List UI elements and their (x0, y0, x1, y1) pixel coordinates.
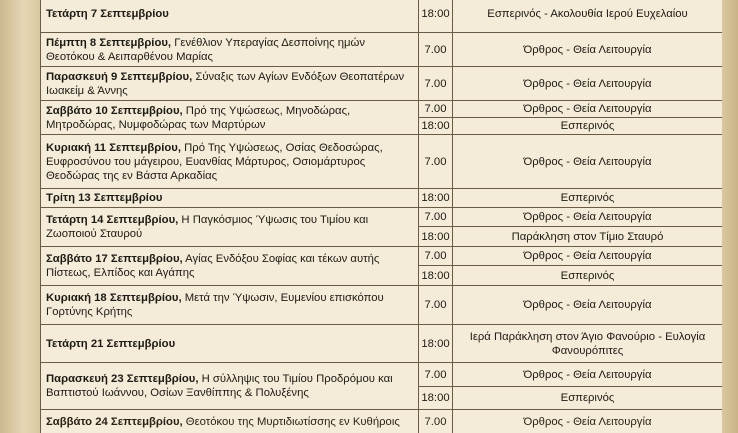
service-cell: Όρθρος - Θεία Λειτουργία (453, 67, 723, 101)
service-cell: Παράκληση στον Τίμιο Σταυρό (453, 227, 723, 247)
service-cell: Όρθρος - Θεία Λειτουργία (453, 247, 723, 266)
day-cell: Παρασκευή 9 Σεπτεμβρίου, Σύναξις των Αγίων Ενδόξων Θεοπατέρων Ιωακείμ & Άννης (41, 67, 419, 101)
table-row (41, 189, 723, 208)
service-cell: Όρθρος - Θεία Λειτουργία (453, 410, 723, 433)
time-cell: 18:00 (419, 0, 453, 33)
time-cell: 18:00 (419, 266, 453, 286)
time-cell: 18:00 (419, 227, 453, 247)
day-cell: Τετάρτη 21 Σεπτεμβρίου (41, 325, 419, 363)
table-row (41, 101, 723, 118)
schedule-table (40, 0, 722, 433)
time-cell: 18:00 (419, 118, 453, 135)
service-cell: Εσπερινός (453, 118, 723, 135)
day-cell: Τετάρτη 14 Σεπτεμβρίου, Η Παγκόσμιος Ύψωσις του Τιμίου και Ζωοποιού Σταυρού (41, 208, 419, 247)
service-cell: Όρθρος - Θεία Λειτουργία (453, 33, 723, 67)
table-row (41, 0, 723, 33)
day-cell: Πέμπτη 8 Σεπτεμβρίου, Γενέθλιον Υπεραγίας Δεσποίνης ημών Θεοτόκου & Αειπαρθένου Μαρίας (41, 33, 419, 67)
service-cell: Ιερά Παράκληση στον Άγιο Φανούριο - Ευλογία Φανουρόπιτες (453, 325, 723, 363)
time-cell: 18:00 (419, 387, 453, 410)
table-row (41, 67, 723, 101)
time-cell: 7.00 (419, 101, 453, 118)
service-cell: Εσπερινός (453, 189, 723, 208)
service-cell: Εσπερινός - Ακολουθία Ιερού Ευχελαίου (453, 0, 723, 33)
table-row (41, 363, 723, 387)
table-row (41, 247, 723, 266)
table-row (41, 135, 723, 189)
time-cell: 7.00 (419, 135, 453, 189)
table-row (41, 410, 723, 433)
table-row (41, 286, 723, 325)
day-cell: Κυριακή 11 Σεπτεμβρίου, Πρό Της Υψώσεως, Οσίας Θεδοσώρας, Ευφροσύνου του μάγειρου, Ευανθίας Μάρτυρος, Οσιομάρτυρος Θεοδώρας της εν Βάστα Αρκαδίας (41, 135, 419, 189)
parchment-border-right (722, 0, 738, 433)
time-cell: 7.00 (419, 410, 453, 433)
table-row (41, 325, 723, 363)
table-row (41, 208, 723, 227)
parchment-border-left (0, 0, 40, 433)
day-cell: Τετάρτη 7 Σεπτεμβρίου (41, 0, 419, 33)
day-cell: Τρίτη 13 Σεπτεμβρίου (41, 189, 419, 208)
service-cell: Όρθρος - Θεία Λειτουργία (453, 135, 723, 189)
table-row (41, 33, 723, 67)
time-cell: 7.00 (419, 67, 453, 101)
day-cell: Παρασκευή 23 Σεπτεμβρίου, Η σύλληψις του Τιμίου Προδρόμου και Βαπτιστού Ιωάννου, Οσίων Ξανθίππης & Πολυξένης (41, 363, 419, 410)
time-cell: 7.00 (419, 33, 453, 67)
time-cell: 7.00 (419, 208, 453, 227)
service-cell: Όρθρος - Θεία Λειτουργία (453, 286, 723, 325)
time-cell: 18:00 (419, 325, 453, 363)
time-cell: 7.00 (419, 286, 453, 325)
day-cell: Κυριακή 18 Σεπτεμβρίου, Μετά την Ύψωσιν, Ευμενίου επισκόπου Γορτύνης Κρήτης (41, 286, 419, 325)
time-cell: 18:00 (419, 189, 453, 208)
day-cell: Σαββάτο 24 Σεπτεμβρίου, Θεοτόκου της Μυρτιδιωτίσσης εν Κυθήροις (41, 410, 419, 433)
time-cell: 7.00 (419, 247, 453, 266)
time-cell: 7.00 (419, 363, 453, 387)
day-cell: Σαββάτο 17 Σεπτεμβρίου, Αγίας Ενδόξου Σοφίας και τέκων αυτής Πίστεως, Ελπίδος και Αγάπης (41, 247, 419, 286)
schedule-page (40, 0, 722, 433)
service-cell: Εσπερινός (453, 266, 723, 286)
service-cell: Όρθρος - Θεία Λειτουργία (453, 101, 723, 118)
day-cell: Σαββάτο 10 Σεπτεμβρίου, Πρό της Υψώσεως, Μηνοδώρας, Μητροδώρας, Νυμφοδώρας των Μαρτύρων (41, 101, 419, 135)
service-cell: Εσπερινός (453, 387, 723, 410)
service-cell: Όρθρος - Θεία Λειτουργία (453, 363, 723, 387)
service-cell: Όρθρος - Θεία Λειτουργία (453, 208, 723, 227)
